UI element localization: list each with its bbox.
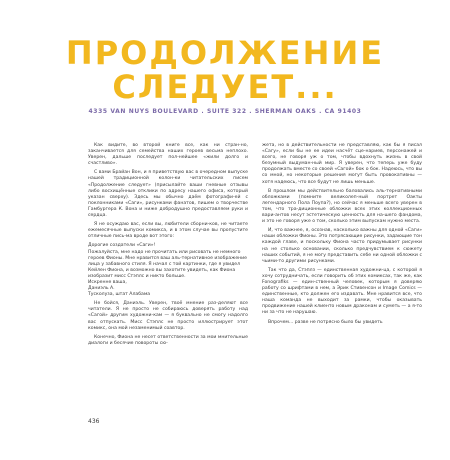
paragraph: Конечно, Фиона не несет ответственности за мои мнительные диалоги и бесячие повороты сю- xyxy=(88,334,248,346)
letter-body: Пожалуйста, мне надо не прочитать или рисовать не немного героев Фионы. Мне нравится ваш аль-тернативное изображение лица у забавного стиля. Я начал с той картинки, где я увидел Кейлен Фиона, и возможно вы захотите увидеть, как Фиона изобразит мисс Стэплс и никто больше. xyxy=(88,249,247,279)
paragraph: Не бойся, Даниэль. Уверен, твоё мнение раз-деляют все читатели. Я не просто не собираюсь доверять работу над «Сагой» другим художни-кам — я буквально не смогу надолго вас отпускать. Мисс Стэплс не просто иллюстрирует этот комикс, она мой незаменимый соавтор. xyxy=(88,301,248,331)
letter-location: Тусколуза, штат Алабама xyxy=(88,292,151,298)
mailing-address: 4335 VAN NUYS BOULEVARD . SUITE 322 . SHERMAN OAKS . CA 91403 xyxy=(88,108,362,115)
left-column xyxy=(88,143,248,350)
paragraph: Как видите, во второй книге все, как ни стран-но, заканчивается для семейства наших героев весьма неплохо. Уверен, дальше последует пол-нейшее «жили долго и счастливо». xyxy=(88,143,248,167)
paragraph: Так что да, Стэплз — единственная художни-ца, с которой я хочу сотрудничать, если говорить об этих комиксах, так же, как Fonografiks — един-ственный человек, которым я доверяю работу со шрифтами в нем, а Эрик Стивенсон и Image Comics — единственные, кто должен его издавать. Мне нравится все, что наша команда не выходит за рамки, чтобы оказывать продвижение нашей клиенто новым драконам и суметь — а я-то ни за что не нарушаю. xyxy=(262,267,422,316)
letter-author: Даниэль А. xyxy=(88,286,115,292)
page-number: 436 xyxy=(88,418,100,425)
right-column xyxy=(262,143,422,329)
paragraph: Впрочем... разве не потрясно было бы увидеть xyxy=(268,319,383,325)
reader-letter xyxy=(88,243,248,298)
page-title-line1: ПРОДОЛЖЕНИЕ xyxy=(65,34,385,72)
paragraph: В прошлом мы действительно баловались аль-тернативными обложками (помните великолеп-ный портрет Оакты легендарного Пола Поупа?), но сейчас я меньше всего уверен в том, что тра-диционные обложки всех этих коллекционных вари-антов несут эстетическую ценность для на-шего фандома, и это не говоря уже о том, сколько этим выпускам нужно места. xyxy=(262,188,422,225)
page-title-line2: СЛЕДУЕТ... xyxy=(112,68,338,106)
letter-salutation: Дорогие создатели «Саги»! xyxy=(88,243,156,249)
paragraph: жета, но в действительности не представляю, как бы я писал «Сагу», если бы не ее идеи насчёт сце-нариев, персонажей и всего, не говоря уж о том, чтобы вдохнуть жизнь в свой безумный выдуман-ный мир. Я уверен, что теперь уже буду продолжать вместе со своей «Сагой» бок о бок. Надеюсь, что вы со мной, но некоторые решения могут быть провокативны — хотя надеюсь, что все будут не лишь меньше. xyxy=(262,143,422,185)
letter-signoff: Искренне ваша, xyxy=(88,279,127,285)
paragraph: Я не осуждаю вас, если вы, любители сборни-ков, не читаете ежемесячные выпуски комикса, и в этом случае вы пропустите отличные пись-ма вроде вот этого: xyxy=(88,222,248,240)
paragraph: И, что важнее, я, осознав, насколько важны для одной «Саги» наши обложки Фионы. Это потрясающие рисунки, задающие тон каждой главе, и поскольку Фиона часто придумывает рисунки на не столько основании, сколько предчувствием к сюжету наших событий, я не могу представить себе ни одной обложки с чьими-то другими рисунками. xyxy=(262,228,422,264)
paragraph: С вами Брайан Вон, и я приветствую вас в очередном выпуске нашей традиционной колон-ки читательских писем «Продолжение следует» (присылайте ваши гневные отзывы либо восхищённые отклики по адресу нашего офиса, который указан сверху). Здесь мы обычно даём фотографи-ей с поклонниками «Саги», рисунками фанатов, пишем о творчестве Гамбургера К. Вона и ниже добродушно предоставляем руки и сердца. xyxy=(88,170,248,219)
